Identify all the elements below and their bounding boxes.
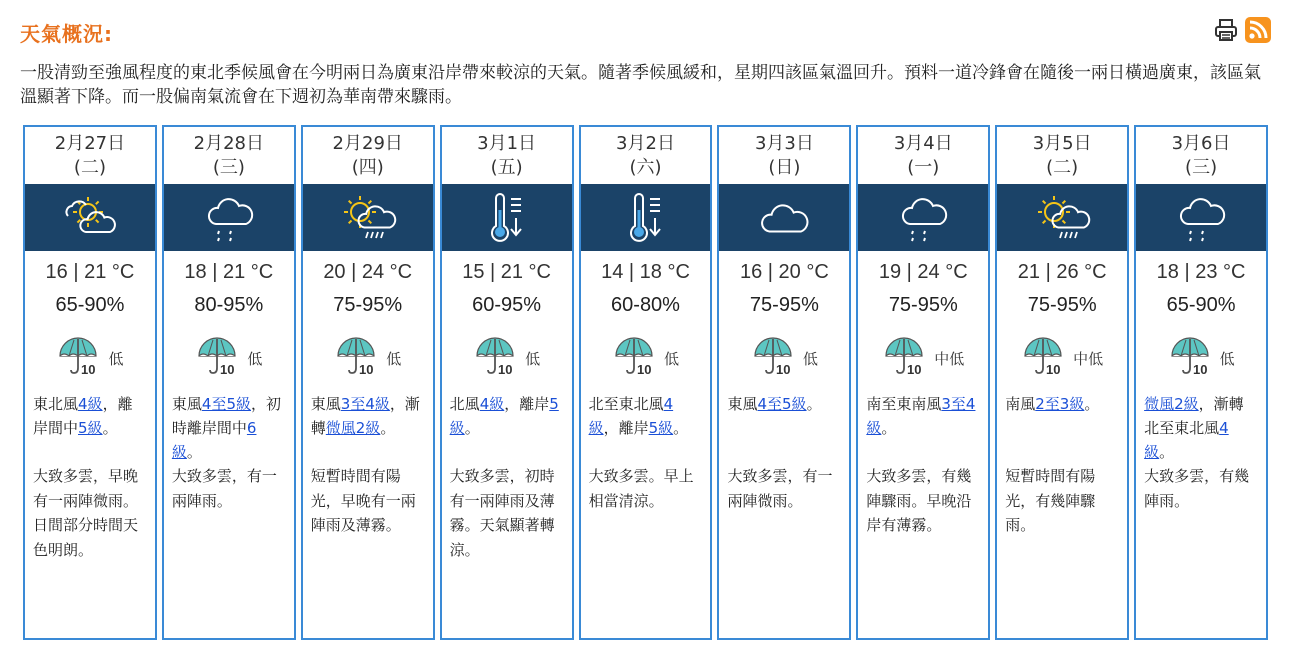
temperature-range: 16 | 21 °C — [45, 261, 135, 283]
wind-description — [719, 392, 849, 464]
date-label: 3月4日 — [893, 133, 953, 154]
forecast-day-card — [440, 125, 574, 640]
wind-text: 東風 — [727, 395, 758, 413]
wind-text: ，離岸 — [504, 395, 550, 413]
forecast-day-card — [1134, 125, 1268, 640]
forecast-day-card — [717, 125, 851, 640]
wind-text: 北風 — [449, 395, 480, 413]
wind-force-link[interactable]: 4級 — [78, 395, 103, 413]
general-situation-text: 一股清勁至強風程度的東北季候風會在今明兩日為廣東沿岸帶來較涼的天氣。隨著季候風緩和，星期四該區氣溫回升。預料一道冷鋒會在隨後一兩日橫過廣東，該區氣溫顯著下降。而一股偏南氣流會在下週初為華南帶來驟雨。 — [20, 63, 1261, 107]
rain-probability — [581, 336, 711, 380]
wind-description — [164, 392, 294, 464]
wind-text: 。 — [102, 419, 118, 437]
forecast-day-card — [301, 125, 435, 640]
forecast-date — [581, 127, 711, 184]
humidity-range: 75-95% — [749, 294, 819, 316]
wind-text: 。 — [881, 419, 897, 437]
weather-icon-band — [303, 184, 433, 251]
weekday-label: (二) — [1046, 157, 1079, 178]
weekday-label: (一) — [907, 157, 940, 178]
cloudy-icon — [754, 190, 814, 246]
svg-text:10: 10 — [1046, 362, 1061, 376]
forecast-date — [997, 127, 1127, 184]
rain-probability — [1136, 336, 1266, 380]
humidity-range: 60-80% — [611, 294, 680, 316]
forecast-day-card — [579, 125, 713, 640]
weather-icon-band — [164, 184, 294, 251]
wind-force-link[interactable]: 3至4級 — [340, 395, 390, 413]
weather-icon-band — [1136, 184, 1266, 251]
wind-text: 南至東南風 — [866, 395, 942, 413]
wind-text: 。 — [464, 419, 480, 437]
forecast-day-card — [23, 125, 157, 640]
humidity-range: 80-95% — [194, 294, 264, 316]
wind-force-link[interactable]: 4級 — [479, 395, 505, 413]
date-label: 3月3日 — [754, 133, 814, 154]
rain-probability — [997, 336, 1127, 380]
rain-probability-level: 中低 — [1073, 349, 1104, 368]
wind-text: 北至東北風 — [588, 395, 664, 413]
svg-text:10: 10 — [775, 362, 791, 376]
wind-force-link[interactable]: 微風2級 — [1144, 395, 1199, 413]
cold-temperature-icon — [618, 190, 674, 246]
weather-icon-band — [442, 184, 572, 251]
light-rain-icon — [895, 190, 951, 246]
temperature-range: 20 | 24 °C — [323, 261, 413, 283]
umbrella-icon — [195, 336, 243, 380]
weather-icon-band — [25, 184, 155, 251]
weather-icon-band — [997, 184, 1127, 251]
wind-description — [581, 392, 711, 464]
temperature-range: 14 | 18 °C — [601, 261, 690, 283]
date-label: 2月29日 — [332, 133, 403, 154]
umbrella-icon — [751, 336, 799, 380]
wind-text: ，漸轉北至東北風 — [1144, 395, 1244, 437]
weather-description: 大致多雲，初時有一兩陣雨及薄霧。天氣顯著轉涼。 — [449, 467, 555, 559]
sunny-showers-icon — [338, 190, 398, 246]
light-rain-icon — [1173, 190, 1229, 246]
weather-description: 大致多雲，有一兩陣微雨。 — [727, 467, 833, 510]
date-label: 2月28日 — [193, 133, 265, 154]
umbrella-icon — [1168, 336, 1216, 380]
humidity-range: 65-90% — [1166, 294, 1236, 316]
weather-icon-band — [719, 184, 849, 251]
svg-text:10: 10 — [907, 362, 922, 376]
svg-text:10: 10 — [81, 362, 96, 376]
svg-text:10: 10 — [637, 362, 652, 376]
humidity-range: 75-95% — [333, 294, 403, 316]
wind-text: 。 — [380, 419, 396, 437]
svg-text:10: 10 — [220, 362, 235, 376]
wind-description — [25, 392, 155, 464]
wind-text: ，漸轉 — [310, 395, 420, 437]
wind-force-link[interactable]: 4至5級 — [201, 395, 251, 413]
rain-probability — [164, 336, 294, 380]
temperature-range: 19 | 24 °C — [878, 261, 968, 283]
wind-text: 東風 — [171, 395, 202, 413]
humidity-range: 60-95% — [472, 294, 542, 316]
forecast-day-card — [995, 125, 1129, 640]
date-label: 2月27日 — [54, 133, 126, 154]
rain-probability-level: 低 — [525, 349, 541, 368]
page-title: 天氣概況: — [20, 22, 113, 46]
humidity-range: 75-95% — [1027, 294, 1097, 316]
wind-force-link[interactable]: 3至4級 — [866, 395, 976, 437]
forecast-date — [1136, 127, 1266, 184]
wind-text: ，離岸間中 — [33, 395, 133, 437]
weather-description: 大致多雲，有一兩陣雨。 — [171, 467, 277, 510]
rain-probability — [858, 336, 988, 380]
temperature-range: 21 | 26 °C — [1017, 261, 1107, 283]
forecast-day-card — [162, 125, 296, 640]
svg-text:10: 10 — [359, 362, 374, 376]
rain-probability-level: 低 — [247, 349, 263, 368]
humidity-range: 75-95% — [888, 294, 958, 316]
wind-force-link[interactable]: 5級 — [78, 419, 103, 437]
date-label: 3月2日 — [616, 133, 675, 154]
forecast-date — [164, 127, 294, 184]
printer-icon[interactable] — [1213, 17, 1239, 43]
umbrella-icon — [612, 336, 660, 380]
weekday-label: (二) — [73, 157, 106, 178]
wind-text: 。 — [806, 395, 822, 413]
rain-probability-level: 低 — [108, 349, 124, 368]
wind-text: 東北風 — [33, 395, 79, 413]
temperature-range: 18 | 21 °C — [184, 261, 274, 283]
wind-force-link[interactable]: 4級 — [1144, 419, 1229, 461]
wind-text: 。 — [1084, 395, 1100, 413]
forecast-date — [858, 127, 988, 184]
date-label: 3月6日 — [1171, 133, 1231, 154]
weather-description: 大致多雲。早上相當清涼。 — [588, 467, 694, 510]
weather-description: 短暫時間有陽光，早晚有一兩陣雨及薄霧。 — [310, 467, 416, 534]
weather-description: 大致多雲，早晚有一兩陣微雨。日間部分時間天色明朗。 — [33, 467, 139, 559]
forecast-date — [25, 127, 155, 184]
forecast-date — [442, 127, 572, 184]
wind-force-link[interactable]: 5級 — [449, 395, 559, 437]
forecast-date — [303, 127, 433, 184]
wind-text: ，離岸 — [603, 419, 649, 437]
umbrella-icon — [56, 336, 104, 380]
forecast-day-card — [856, 125, 990, 640]
temperature-range: 15 | 21 °C — [462, 261, 552, 283]
rain-probability — [303, 336, 433, 380]
date-label: 3月5日 — [1032, 133, 1092, 154]
weekday-label: (三) — [212, 157, 245, 178]
weekday-label: (四) — [351, 157, 384, 178]
weekday-label: (三) — [1185, 157, 1218, 178]
date-label: 3月1日 — [477, 133, 537, 154]
weekday-label: (五) — [490, 157, 523, 178]
nine-day-forecast — [23, 125, 1268, 640]
rain-probability — [442, 336, 572, 380]
wind-text: ，初時離岸間中 — [171, 395, 282, 437]
sunny-showers-icon — [1032, 190, 1092, 246]
rain-probability-level: 中低 — [934, 349, 965, 368]
cold-temperature-icon — [479, 190, 535, 246]
wind-force-link[interactable]: 2至3級 — [1035, 395, 1085, 413]
wind-text: 。 — [1159, 443, 1175, 461]
rain-probability — [719, 336, 849, 380]
weather-icon-band — [858, 184, 988, 251]
weather-icon-band — [581, 184, 711, 251]
wind-text: 南風 — [1005, 395, 1036, 413]
wind-text: 。 — [673, 419, 689, 437]
svg-text:10: 10 — [1192, 362, 1208, 376]
wind-force-link[interactable]: 4至5級 — [757, 395, 807, 413]
umbrella-icon — [473, 336, 521, 380]
wind-description — [303, 392, 433, 464]
umbrella-icon — [882, 336, 930, 380]
umbrella-icon — [334, 336, 382, 380]
sunny-periods-cloudy-icon — [62, 190, 118, 246]
rain-probability-level: 低 — [386, 349, 402, 368]
humidity-range: 65-90% — [55, 294, 125, 316]
wind-text: 東風 — [310, 395, 341, 413]
wind-force-link[interactable]: 5級 — [648, 419, 674, 437]
wind-description — [858, 392, 988, 464]
wind-force-link[interactable]: 6級 — [171, 419, 257, 461]
toolbar — [1213, 17, 1271, 43]
weather-description: 大致多雲，有幾陣雨。 — [1144, 467, 1250, 510]
svg-text:10: 10 — [498, 362, 513, 376]
wind-force-link[interactable]: 4級 — [588, 395, 674, 437]
rain-probability-level: 低 — [1219, 349, 1235, 368]
temperature-range: 18 | 23 °C — [1156, 261, 1246, 283]
light-rain-icon — [201, 190, 257, 246]
wind-text: 。 — [186, 443, 202, 461]
temperature-range: 16 | 20 °C — [739, 261, 829, 283]
umbrella-icon — [1021, 336, 1069, 380]
rain-probability-level: 低 — [802, 349, 818, 368]
rain-probability — [25, 336, 155, 380]
weather-description: 短暫時間有陽光，有幾陣驟雨。 — [1005, 467, 1096, 534]
weather-description: 大致多雲，有幾陣驟雨。早晚沿岸有薄霧。 — [866, 467, 972, 534]
wind-description — [1136, 392, 1266, 464]
wind-description — [442, 392, 572, 464]
rss-icon[interactable] — [1245, 17, 1271, 43]
rain-probability-level: 低 — [664, 349, 680, 368]
weekday-label: (日) — [768, 157, 801, 178]
weekday-label: (六) — [629, 157, 662, 178]
forecast-date — [719, 127, 849, 184]
wind-force-link[interactable]: 微風2級 — [325, 419, 381, 437]
wind-description — [997, 392, 1127, 464]
